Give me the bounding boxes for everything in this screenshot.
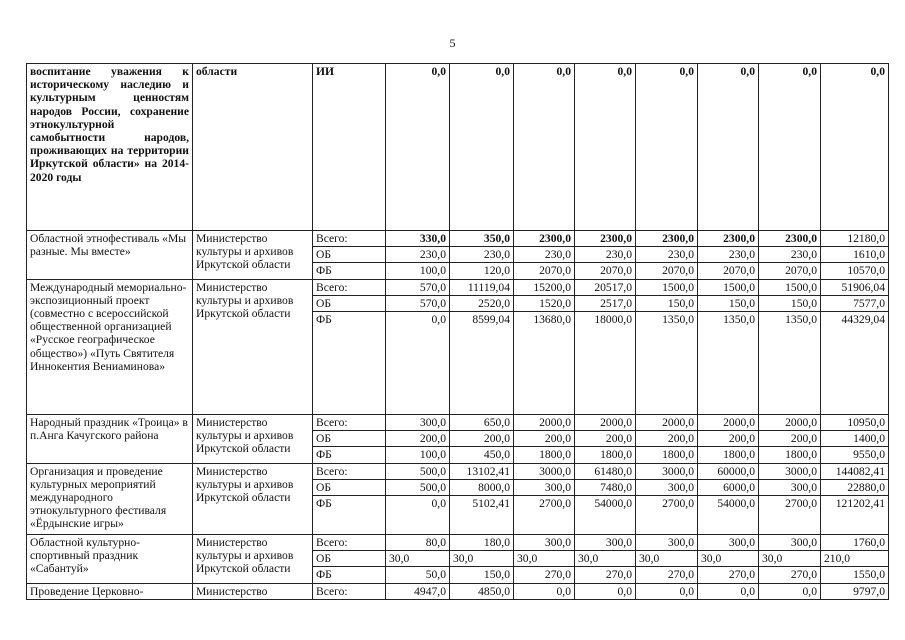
event-name-cell: Международный мемориально-экспозиционный проект (совместно с всероссийской общественной организацией «Русское географическое общество») «Путь Святителя Иннокентия Вениаминова» [27, 279, 193, 414]
funding-type-cell: ФБ [313, 496, 386, 535]
total-cell: 0,0 [821, 64, 889, 231]
amount-cell: 2300,0 [698, 231, 759, 247]
amount-cell: 5102,41 [450, 496, 514, 535]
amount-cell: 230,0 [698, 247, 759, 263]
executor-cell: Министерство культуры и архивов Иркутской области [193, 415, 313, 464]
event-name-cell: Областной культурно-спортивный праздник «Сабантуй» [27, 535, 193, 584]
amount-cell: 300,0 [636, 535, 698, 551]
amount-cell: 8000,0 [450, 479, 514, 495]
amount-cell: 150,0 [636, 295, 698, 311]
amount-cell: 200,0 [514, 431, 575, 447]
total-cell: 12180,0 [821, 231, 889, 247]
event-name-cell: Организация и проведение культурных мероприятий международного этнокультурного фестиваля «Ёрдынские игры» [27, 463, 193, 534]
amount-cell: 2300,0 [636, 231, 698, 247]
funding-type-cell: ОБ [313, 295, 386, 311]
amount-cell: 13680,0 [514, 312, 575, 415]
amount-cell: 1500,0 [759, 279, 821, 295]
amount-cell: 180,0 [450, 535, 514, 551]
amount-cell: 650,0 [450, 415, 514, 431]
event-name-cell: Проведение Церковно- [27, 583, 193, 599]
amount-cell: 15200,0 [514, 279, 575, 295]
amount-cell: 0,0 [386, 496, 450, 535]
amount-cell: 2000,0 [759, 415, 821, 431]
amount-cell: 270,0 [698, 567, 759, 583]
table-row [27, 415, 889, 431]
amount-cell: 30,0 [450, 551, 514, 567]
amount-cell: 1800,0 [575, 447, 636, 463]
amount-cell: 6000,0 [698, 479, 759, 495]
total-cell: 1400,0 [821, 431, 889, 447]
table-row [27, 535, 889, 551]
total-cell: 9550,0 [821, 447, 889, 463]
amount-cell: 120,0 [450, 263, 514, 279]
amount-cell: 61480,0 [575, 463, 636, 479]
amount-cell: 54000,0 [698, 496, 759, 535]
amount-cell: 2700,0 [514, 496, 575, 535]
executor-cell: Министерство культуры и архивов Иркутской области [193, 535, 313, 584]
amount-cell: 1500,0 [698, 279, 759, 295]
amount-cell: 330,0 [386, 231, 450, 247]
amount-cell: 200,0 [636, 431, 698, 447]
amount-cell: 230,0 [514, 247, 575, 263]
funding-type-cell: Всего: [313, 415, 386, 431]
total-cell: 10950,0 [821, 415, 889, 431]
amount-cell: 270,0 [759, 567, 821, 583]
amount-cell: 54000,0 [575, 496, 636, 535]
amount-cell: 2700,0 [636, 496, 698, 535]
amount-cell: 0,0 [514, 583, 575, 599]
amount-cell: 1350,0 [698, 312, 759, 415]
amount-cell: 2700,0 [759, 496, 821, 535]
amount-cell: 2070,0 [636, 263, 698, 279]
funding-type-cell: Всего: [313, 535, 386, 551]
amount-cell: 30,0 [759, 551, 821, 567]
funding-type-cell: Всего: [313, 463, 386, 479]
total-cell: 51906,04 [821, 279, 889, 295]
amount-cell: 11119,04 [450, 279, 514, 295]
amount-cell: 300,0 [759, 535, 821, 551]
amount-cell: 0,0 [386, 312, 450, 415]
amount-cell: 1800,0 [759, 447, 821, 463]
total-cell: 1610,0 [821, 247, 889, 263]
amount-cell: 0,0 [698, 583, 759, 599]
amount-cell: 2000,0 [514, 415, 575, 431]
amount-cell: 300,0 [698, 535, 759, 551]
amount-cell: 350,0 [450, 231, 514, 247]
amount-cell: 570,0 [386, 295, 450, 311]
amount-cell: 50,0 [386, 567, 450, 583]
amount-cell: 300,0 [514, 535, 575, 551]
total-cell: 210,0 [821, 551, 889, 567]
amount-cell: 270,0 [514, 567, 575, 583]
amount-cell: 300,0 [575, 535, 636, 551]
executor-cell: Министерство [193, 583, 313, 599]
amount-cell: 230,0 [575, 247, 636, 263]
amount-cell: 150,0 [759, 295, 821, 311]
amount-cell: 200,0 [759, 431, 821, 447]
amount-cell: 150,0 [698, 295, 759, 311]
total-cell: 1760,0 [821, 535, 889, 551]
amount-cell: 0,0 [514, 64, 575, 231]
amount-cell: 1350,0 [636, 312, 698, 415]
amount-cell: 2300,0 [759, 231, 821, 247]
amount-cell: 2000,0 [636, 415, 698, 431]
amount-cell: 2300,0 [514, 231, 575, 247]
funding-type-cell: ФБ [313, 263, 386, 279]
amount-cell: 18000,0 [575, 312, 636, 415]
amount-cell: 0,0 [636, 583, 698, 599]
executor-cell: Министерство культуры и архивов Иркутской области [193, 463, 313, 534]
amount-cell: 30,0 [575, 551, 636, 567]
amount-cell: 4850,0 [450, 583, 514, 599]
executor-cell: Министерство культуры и архивов Иркутской области [193, 231, 313, 280]
table-row [27, 583, 889, 599]
amount-cell: 270,0 [636, 567, 698, 583]
total-cell: 144082,41 [821, 463, 889, 479]
amount-cell: 230,0 [759, 247, 821, 263]
funding-type-cell: ФБ [313, 567, 386, 583]
executor-cell: Министерство культуры и архивов Иркутской области [193, 279, 313, 414]
funding-type-cell: Всего: [313, 231, 386, 247]
amount-cell: 2070,0 [759, 263, 821, 279]
budget-table [26, 63, 889, 600]
amount-cell: 570,0 [386, 279, 450, 295]
amount-cell: 300,0 [636, 479, 698, 495]
amount-cell: 2517,0 [575, 295, 636, 311]
amount-cell: 7480,0 [575, 479, 636, 495]
amount-cell: 230,0 [386, 247, 450, 263]
total-cell: 9797,0 [821, 583, 889, 599]
amount-cell: 30,0 [636, 551, 698, 567]
total-cell: 7577,0 [821, 295, 889, 311]
amount-cell: 450,0 [450, 447, 514, 463]
event-name-cell: воспитание уважения к историческому наследию и культурным ценностям народов России, сохранение этнокультурной самобытности народов, проживающих на территории Иркутской области» на 2014-2020 годы [27, 64, 193, 231]
amount-cell: 2000,0 [698, 415, 759, 431]
amount-cell: 1520,0 [514, 295, 575, 311]
amount-cell: 0,0 [575, 583, 636, 599]
amount-cell: 230,0 [450, 247, 514, 263]
amount-cell: 200,0 [386, 431, 450, 447]
amount-cell: 300,0 [759, 479, 821, 495]
table-row [27, 463, 889, 479]
amount-cell: 0,0 [698, 64, 759, 231]
amount-cell: 300,0 [514, 479, 575, 495]
table-row [27, 231, 889, 247]
total-cell: 22880,0 [821, 479, 889, 495]
amount-cell: 0,0 [636, 64, 698, 231]
amount-cell: 500,0 [386, 479, 450, 495]
funding-type-cell: ОБ [313, 247, 386, 263]
amount-cell: 3000,0 [514, 463, 575, 479]
amount-cell: 3000,0 [636, 463, 698, 479]
amount-cell: 13102,41 [450, 463, 514, 479]
funding-type-cell: Всего: [313, 583, 386, 599]
amount-cell: 20517,0 [575, 279, 636, 295]
amount-cell: 200,0 [450, 431, 514, 447]
amount-cell: 60000,0 [698, 463, 759, 479]
funding-type-cell: ОБ [313, 431, 386, 447]
table-row [27, 64, 889, 231]
amount-cell: 500,0 [386, 463, 450, 479]
total-cell: 121202,41 [821, 496, 889, 535]
page-number: 5 [449, 36, 456, 50]
amount-cell: 200,0 [698, 431, 759, 447]
funding-type-cell: ФБ [313, 447, 386, 463]
amount-cell: 1800,0 [698, 447, 759, 463]
amount-cell: 2070,0 [514, 263, 575, 279]
total-cell: 44329,04 [821, 312, 889, 415]
event-name-cell: Областной этнофестиваль «Мы разные. Мы вместе» [27, 231, 193, 280]
amount-cell: 4947,0 [386, 583, 450, 599]
amount-cell: 30,0 [514, 551, 575, 567]
amount-cell: 1500,0 [636, 279, 698, 295]
funding-type-cell: ФБ [313, 312, 386, 415]
amount-cell: 80,0 [386, 535, 450, 551]
amount-cell: 1350,0 [759, 312, 821, 415]
amount-cell: 270,0 [575, 567, 636, 583]
amount-cell: 0,0 [386, 64, 450, 231]
amount-cell: 0,0 [759, 583, 821, 599]
amount-cell: 1800,0 [636, 447, 698, 463]
amount-cell: 230,0 [636, 247, 698, 263]
amount-cell: 1800,0 [514, 447, 575, 463]
total-cell: 10570,0 [821, 263, 889, 279]
amount-cell: 30,0 [386, 551, 450, 567]
funding-type-cell: ОБ [313, 479, 386, 495]
amount-cell: 0,0 [575, 64, 636, 231]
funding-type-cell: ОБ [313, 551, 386, 567]
executor-cell: области [193, 64, 313, 231]
funding-type-cell: ИИ [313, 64, 386, 231]
table-row [27, 279, 889, 295]
amount-cell: 300,0 [386, 415, 450, 431]
amount-cell: 0,0 [450, 64, 514, 231]
total-cell: 1550,0 [821, 567, 889, 583]
amount-cell: 200,0 [575, 431, 636, 447]
amount-cell: 2070,0 [698, 263, 759, 279]
amount-cell: 100,0 [386, 447, 450, 463]
funding-type-cell: Всего: [313, 279, 386, 295]
amount-cell: 3000,0 [759, 463, 821, 479]
amount-cell: 2070,0 [575, 263, 636, 279]
amount-cell: 8599,04 [450, 312, 514, 415]
amount-cell: 100,0 [386, 263, 450, 279]
amount-cell: 2520,0 [450, 295, 514, 311]
amount-cell: 2300,0 [575, 231, 636, 247]
event-name-cell: Народный праздник «Троица» в п.Анга Качугского района [27, 415, 193, 464]
amount-cell: 30,0 [698, 551, 759, 567]
amount-cell: 0,0 [759, 64, 821, 231]
amount-cell: 2000,0 [575, 415, 636, 431]
amount-cell: 150,0 [450, 567, 514, 583]
